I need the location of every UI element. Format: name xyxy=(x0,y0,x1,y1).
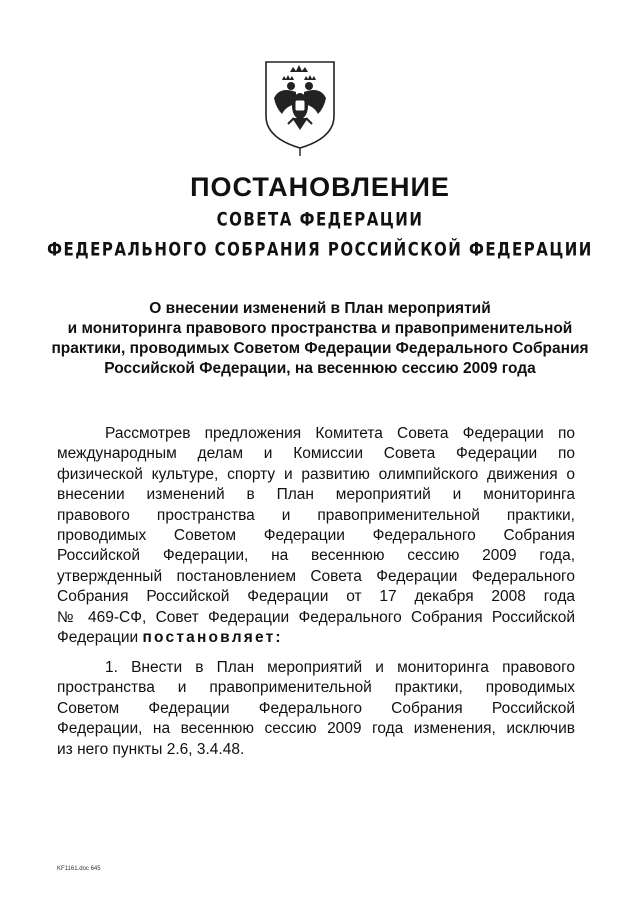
text-line-final xyxy=(57,628,575,648)
text-line: физической культуре, спорту и развитию олимпийского движения о xyxy=(57,465,575,483)
text-line: Федерации, на весеннюю сессию 2009 года изменения, исключив xyxy=(57,720,575,738)
text-line: Советом Федерации Федерального Собрания Российской xyxy=(57,699,575,717)
text-line: 1. Внести в План мероприятий и мониторинга правового xyxy=(105,659,575,676)
document-code: KF1161.doc 645 xyxy=(57,866,101,872)
text-line: Собрания Российской Федерации от 17 декабря 2008 года xyxy=(57,588,575,606)
text-line: международным делам и Комиссии Совета Федерации по xyxy=(57,445,575,463)
text-line: № 469-СФ, Совет Федерации Федерального Собрания Российской xyxy=(57,608,575,626)
text-line: пространства и правоприменительной практики, проводимых xyxy=(57,679,575,697)
heading-line: О внесении изменений в План мероприятий xyxy=(149,300,491,317)
text-line: внесении изменений в План мероприятий и мониторинга xyxy=(57,486,575,504)
text-line: утвержденный постановлением Совета Федерации Федерального xyxy=(57,567,575,585)
text-fragment: Федерации xyxy=(57,628,139,646)
paragraph-preamble xyxy=(57,424,575,648)
text-line: проводимых Советом Федерации Федерального Собрания xyxy=(57,526,575,544)
heading-line: практики, проводимых Советом Федерации Федерального Собрания xyxy=(51,340,589,357)
text-line: правового пространства и правоприменительной практики, xyxy=(57,506,575,524)
heading-line: Российской Федерации, на весеннюю сессию 2009 года xyxy=(104,360,536,377)
coat-of-arms-icon xyxy=(262,58,338,158)
resolution-heading xyxy=(0,299,640,379)
heading-line: и мониторинга правового пространства и правоприменительной xyxy=(67,320,573,337)
text-line: Российской Федерации, на весеннюю сессию 2009 года, xyxy=(57,547,575,565)
document-subtitle-assembly: ФЕДЕРАЛЬНОГО СОБРАНИЯ РОССИЙСКОЙ ФЕДЕРАЦИИ xyxy=(47,237,593,261)
decree-word: постановляет: xyxy=(142,628,283,646)
paragraph-item-1 xyxy=(57,658,575,760)
text-line: из него пункты 2.6, 3.4.48. xyxy=(57,740,245,758)
text-line: Рассмотрев предложения Комитета Совета Федерации по xyxy=(105,425,575,442)
document-title: ПОСТАНОВЛЕНИЕ xyxy=(190,172,450,202)
document-subtitle-council: СОВЕТА ФЕДЕРАЦИИ xyxy=(216,207,424,231)
